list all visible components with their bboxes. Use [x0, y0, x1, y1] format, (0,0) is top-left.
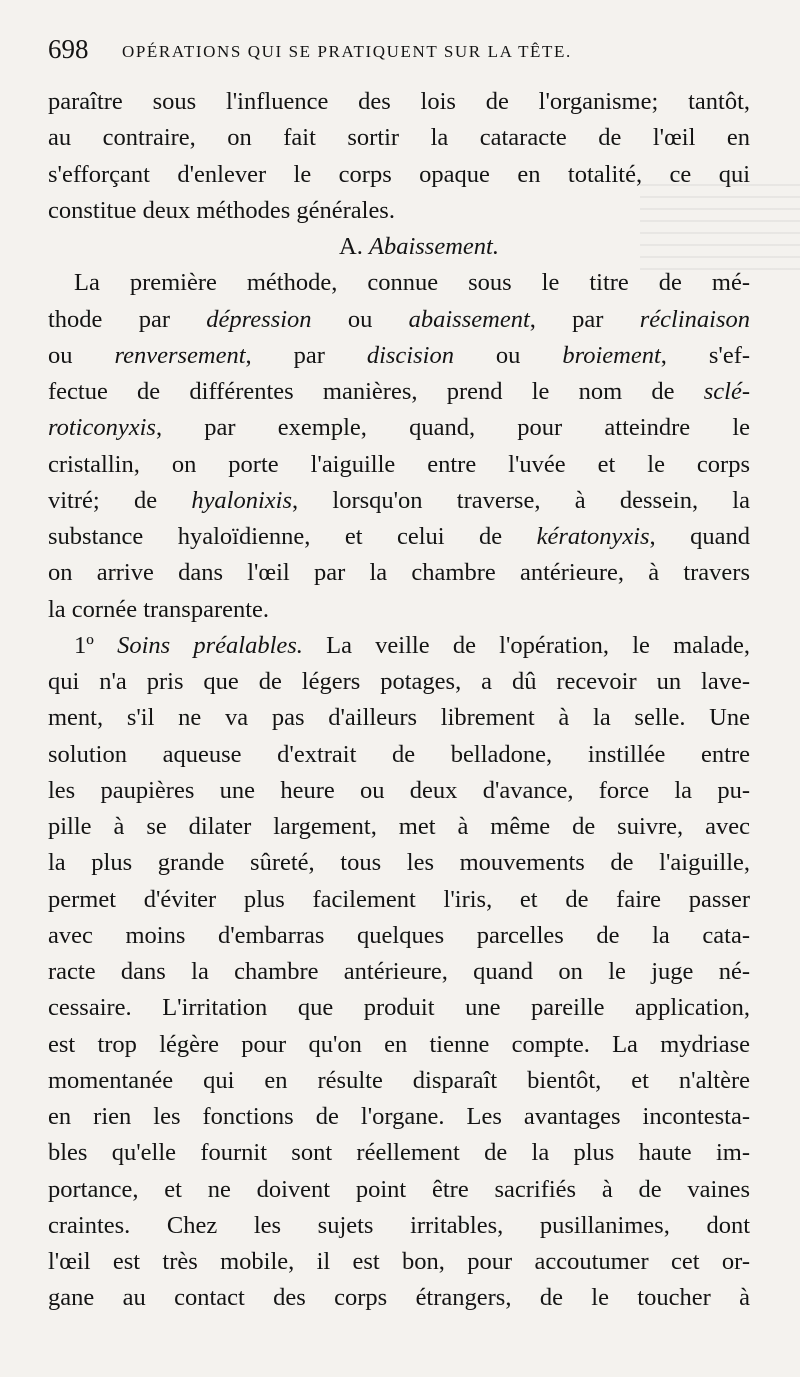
text-run: substance hyaloïdienne, et celui de: [48, 523, 537, 550]
text-line: solution aqueuse d'extrait de belladone, instillée entre: [48, 740, 750, 768]
text-line: on arrive dans l'œil par la chambre antérieure, à travers: [48, 559, 750, 587]
text-line: paraître sous l'influence des lois de l'organisme; tantôt,: [48, 88, 750, 115]
text-run: , par exemple, quand, pour atteindre le: [155, 414, 750, 442]
italic-term: discision: [366, 341, 454, 369]
text-line: [48, 410, 750, 446]
text-line: [48, 302, 750, 338]
text-line: avec moins d'embarras quelques parcelles de la cata-: [48, 921, 750, 949]
text-line: racte dans la chambre antérieure, quand on le juge né-: [48, 958, 750, 985]
italic-term: broiement: [562, 341, 661, 369]
text-line: la plus grande sûreté, tous les mouvements de l'aiguille,: [48, 849, 750, 877]
text-run: , quand: [649, 523, 750, 550]
text-line: La première méthode, connue sous le titre de mé-: [74, 269, 750, 297]
text-line: cessaire. L'irritation que produit une pareille application,: [48, 994, 750, 1022]
italic-term: sclé-: [703, 378, 750, 405]
page-header: [48, 34, 748, 74]
text-line: qui n'a pris que de légers potages, a dû recevoir un lave-: [48, 668, 750, 695]
running-head: OPÉRATIONS QUI SE PRATIQUENT SUR LA TÊTE.: [122, 42, 572, 61]
italic-term: dépression: [206, 305, 312, 333]
italic-term: kératonyxis: [536, 523, 650, 550]
item-title: Soins préalables.: [117, 631, 303, 659]
italic-term: hyalonixis: [191, 486, 293, 514]
text-run: La veille de l'opération, le malade,: [302, 631, 750, 659]
section-letter: A.: [339, 233, 363, 260]
text-line: [48, 338, 750, 374]
body-text: [48, 84, 750, 1317]
text-line: pille à se dilater largement, met à même de suivre, avec: [48, 813, 750, 840]
item-number: 1º: [74, 631, 118, 659]
page-number: 698: [48, 34, 89, 64]
italic-term: renversement: [114, 341, 246, 369]
text-line: en rien les fonctions de l'organe. Les avantages incontesta-: [48, 1103, 750, 1130]
text-line: est trop légère pour qu'on en tienne compte. La mydriase: [48, 1030, 750, 1058]
italic-term: abaissement: [408, 305, 530, 333]
text-line: [48, 374, 750, 410]
text-run: ou: [48, 341, 115, 369]
text-line: [48, 628, 750, 664]
text-line: s'efforçant d'enlever le corps opaque en totalité, ce qui: [48, 160, 750, 188]
text-line: l'œil est très mobile, il est bon, pour accoutumer cet or-: [48, 1248, 750, 1275]
text-line: au contraire, on fait sortir la cataracte de l'œil en: [48, 124, 750, 152]
text-line: momentanée qui en résulte disparaît bientôt, et n'altère: [48, 1066, 750, 1094]
section-heading: [48, 229, 750, 265]
text-run: ou: [311, 305, 409, 333]
italic-term: roticonyxis: [48, 414, 156, 442]
text-line: [48, 483, 750, 519]
text-line: ment, s'il ne va pas d'ailleurs librement à la selle. Une: [48, 704, 750, 732]
text-line: constitue deux méthodes générales.: [48, 196, 395, 224]
text-line: portance, et ne doivent point être sacrifiés à de vaines: [48, 1175, 750, 1203]
text-run: fectue de différentes manières, prend le nom de: [48, 378, 704, 405]
text-run: vitré; de: [48, 486, 192, 514]
text-run: , lorsqu'on traverse, à dessein, la: [292, 486, 750, 514]
text-line: [48, 519, 750, 555]
text-line: permet d'éviter plus facilement l'iris, et de faire passer: [48, 885, 750, 913]
text-run: ou: [453, 341, 563, 369]
text-run: , par: [245, 341, 367, 369]
text-line: la cornée transparente.: [48, 595, 270, 623]
text-run: , par: [529, 305, 640, 333]
text-line: cristallin, on porte l'aiguille entre l'uvée et le corps: [48, 450, 750, 478]
section-title: Abaissement.: [368, 233, 499, 260]
text-line: gane au contact des corps étrangers, de le toucher à: [48, 1284, 750, 1312]
text-line: bles qu'elle fournit sont réellement de la plus haute im-: [48, 1139, 750, 1167]
text-run: , s'ef-: [660, 341, 751, 369]
text-line: les paupières une heure ou deux d'avance, force la pu-: [48, 776, 750, 804]
text-run: thode par: [48, 305, 207, 333]
text-line: craintes. Chez les sujets irritables, pusillanimes, dont: [48, 1211, 750, 1239]
italic-term: réclinaison: [639, 305, 750, 333]
